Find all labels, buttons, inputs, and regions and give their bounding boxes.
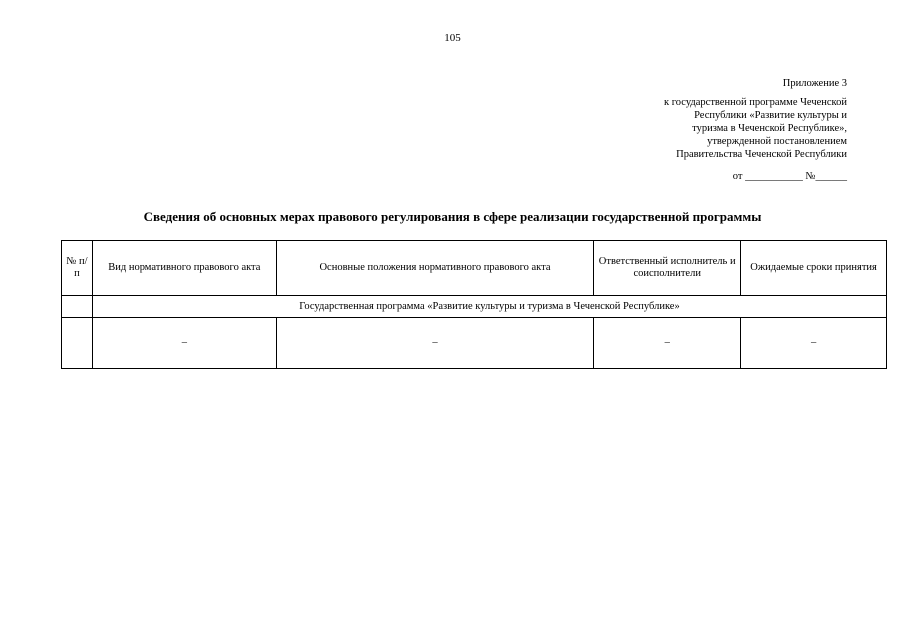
header-act-provisions: Основные положения нормативного правового акта [276, 241, 594, 296]
table-cell-act-type: – [92, 318, 276, 369]
header-adoption-terms: Ожидаемые сроки принятия [741, 241, 887, 296]
page-number: 105 [444, 32, 461, 44]
appendix-line: Республики «Развитие культуры и [694, 110, 847, 121]
legal-measures-table [61, 240, 887, 369]
appendix-line: туризма в Чеченской Республике», [692, 123, 847, 134]
table-cell-number [62, 318, 93, 369]
table-cell-act-provisions: – [276, 318, 594, 369]
table-row [62, 318, 887, 369]
document-title: Сведения об основных мерах правового регулирования в сфере реализации государственной программы [143, 209, 762, 224]
approval-date-line: от ___________ №______ [732, 171, 847, 182]
appendix-line: Правительства Чеченской Республики [676, 149, 847, 160]
header-number: № п/п [62, 241, 93, 296]
header-act-type: Вид нормативного правового акта [92, 241, 276, 296]
program-row [62, 296, 887, 318]
program-row-title: Государственная программа «Развитие культуры и туризма в Чеченской Республике» [92, 296, 886, 318]
appendix-block [587, 77, 847, 183]
appendix-title: Приложение 3 [782, 78, 847, 89]
table-header-row [62, 241, 887, 296]
program-row-number [62, 296, 93, 318]
appendix-line: к государственной программе Чеченской [664, 97, 847, 108]
table-cell-adoption-terms: – [741, 318, 887, 369]
table-cell-responsible: – [594, 318, 741, 369]
appendix-line: утвержденной постановлением [707, 136, 847, 147]
header-responsible: Ответственный исполнитель и соисполнители [594, 241, 741, 296]
